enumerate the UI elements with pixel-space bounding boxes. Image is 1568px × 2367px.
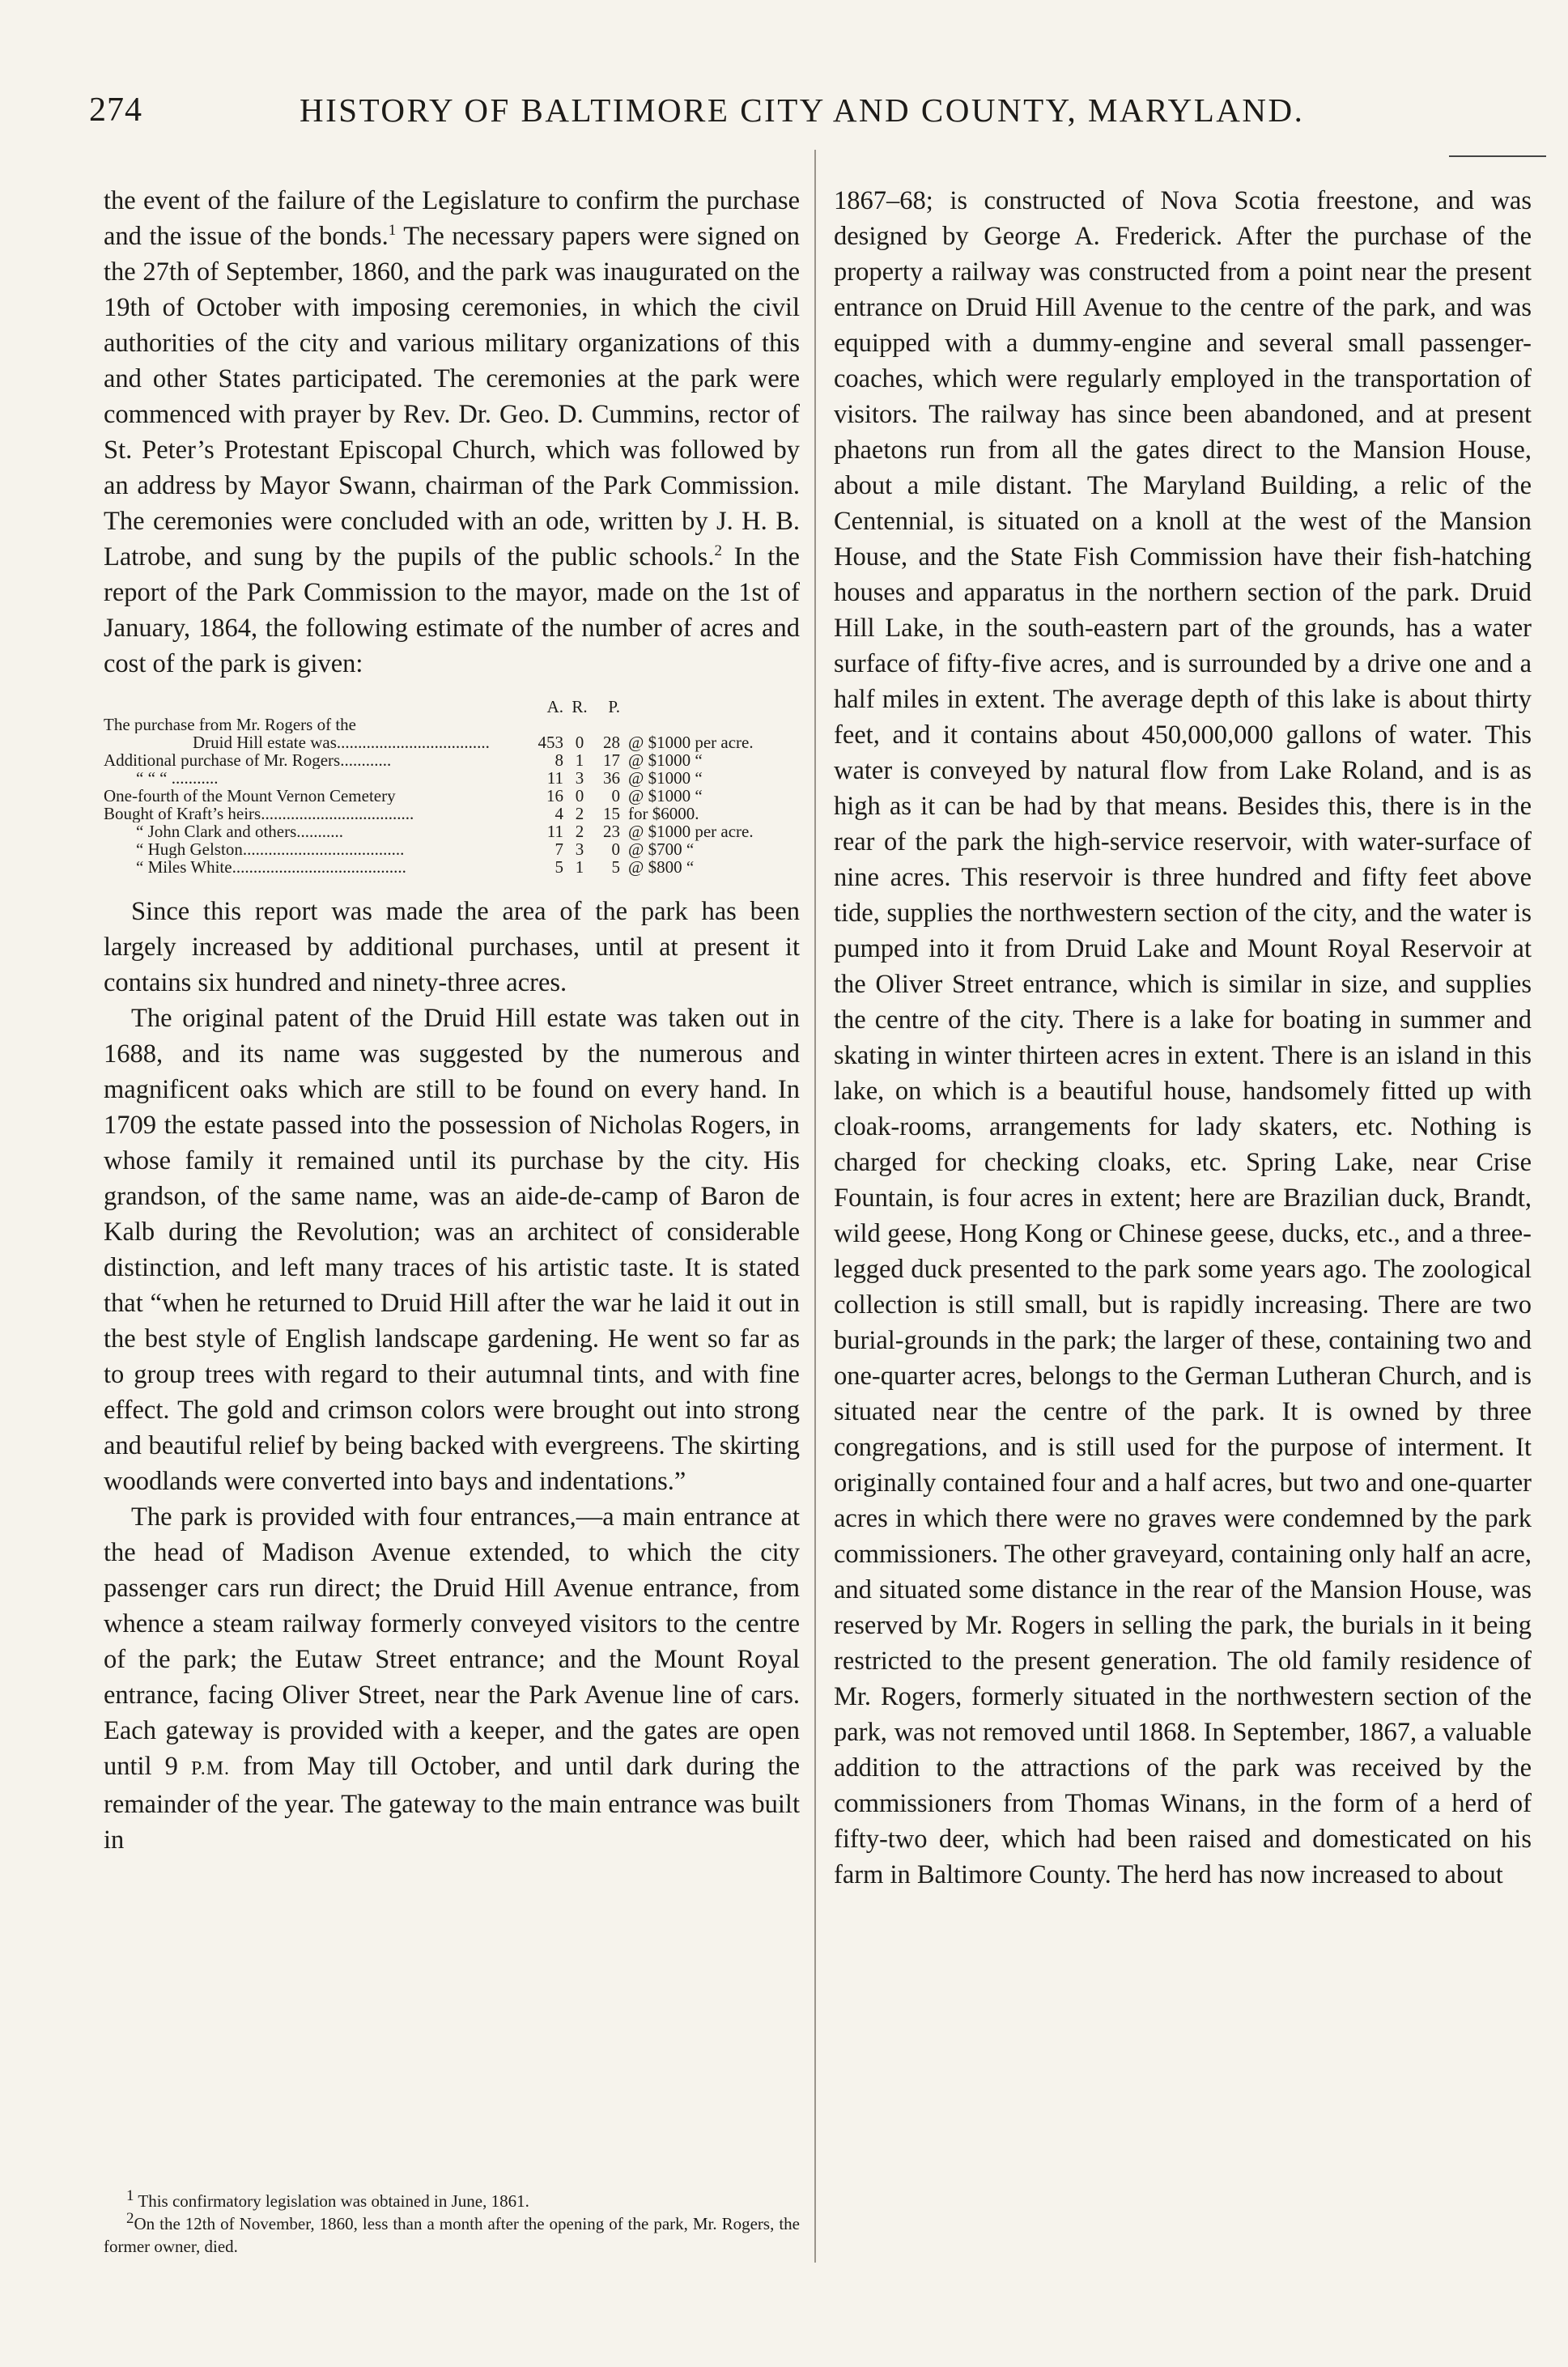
footnotes (104, 2187, 800, 2258)
table-row (104, 751, 800, 769)
paragraph-park-inauguration (104, 183, 800, 682)
table-cell-description: “ Miles White......................................... (136, 858, 406, 876)
table-row (104, 805, 800, 822)
table-cell (104, 698, 525, 716)
table-cell-acres: 11 (546, 768, 563, 788)
table-cell-roods: 2 (575, 804, 584, 823)
table-cell-description: “ “ “ ........... (136, 769, 219, 787)
table-cell-acres: 5 (555, 857, 563, 877)
footnote-1 (104, 2187, 800, 2212)
table-cell-roods: 3 (575, 768, 584, 788)
text-run: The park is provided with four entrances,—a main entrance at the head of Madison Avenue extended, to which the city passenger cars run direct; the Druid Hill Avenue entrance, from whence a steam railway formerly conveyed visitors to the centre of the park; the Eutaw Street entrance; and the Mount Royal entrance, facing Oliver Street, near the Park Avenue line of cars. Each gateway is provided with a keeper, and the gates are open until 9 (104, 1502, 800, 1781)
table-row (104, 858, 800, 876)
table-cell-rate: @ $700 “ (628, 839, 695, 859)
table-cell-description: “ Hugh Gelston...................................... (136, 840, 405, 858)
table-cell-acres: 4 (555, 804, 563, 823)
footnote-2 (104, 2212, 800, 2258)
paragraph-estate-history: The original patent of the Druid Hill estate was taken out in 1688, and its name was suggested by the numerous and magnificent oaks which are still to be found on every hand. In 1709 the estate passed into the possession of Nicholas Rogers, in whose family it remained until its purchase by the city. His grandson, of the same name, was an aide-de-camp of Baron de Kalb during the Revolution; was an architect of considerable distinction, and left many traces of his artistic taste. It is stated that “when he returned to Druid Hill after the war he laid it out in the best style of English landscape gardening. He went so far as to group trees with regard to their autumnal tints, and with fine effect. The gold and crimson colors were brought out into strong and beautiful relief by being backed with evergreens. The skirting woodlands were converted into bays and indentations.” (104, 1004, 800, 1496)
table-cell-perches: 36 (603, 768, 620, 788)
right-column (834, 183, 1532, 1893)
paragraph-park-area: Since this report was made the area of the park has been largely increased by additional purchases, until at present it contains six hundred and ninety-three acres. (104, 897, 800, 997)
left-column (104, 183, 800, 1858)
header-rule (1449, 155, 1546, 157)
table-cell-roods: 1 (575, 750, 584, 770)
acreage-estimate-table (104, 698, 800, 876)
footnote-ref-2: 2 (714, 542, 722, 560)
table-cell-roods: 1 (575, 857, 584, 877)
table-row (104, 787, 800, 805)
page-header (89, 91, 1538, 139)
table-cell-rate: @ $1000 “ (628, 750, 703, 770)
table-cell-description: The purchase from Mr. Rogers of the (104, 716, 356, 733)
table-cell-rate: for $6000. (628, 804, 699, 823)
page-number: 274 (89, 91, 142, 129)
table-header-row (104, 698, 800, 716)
table-cell-perches: 17 (603, 750, 620, 770)
table-cell-acres: 8 (555, 750, 563, 770)
text-run: from May till October, and until dark during the remainder of the year. The gateway to the main entrance was built in (104, 1752, 800, 1855)
table-cell-rate: @ $1000 per acre. (628, 733, 754, 752)
table-cell-rate: @ $1000 “ (628, 786, 703, 805)
table-cell-description: Additional purchase of Mr. Rogers............ (104, 751, 392, 769)
table-cell-perches: 15 (603, 804, 620, 823)
table-cell-perches: 28 (603, 733, 620, 752)
table-cell-roods: 3 (575, 839, 584, 859)
table-cell-acres: 7 (555, 839, 563, 859)
text-run: The necessary papers were signed on the 27th of September, 1860, and the park was inaugurated on the 19th of October with imposing ceremonies, in which the civil authorities of the city and various military organizations of this and other States participated. The ceremonies at the park were commenced with prayer by Rev. Dr. Geo. D. Cummins, rector of St. Peter’s Protestant Episcopal Church, which was followed by an address by Mayor Swann, chairman of the Park Commission. The ceremonies were concluded with an ode, written by J. H. B. Latrobe, and sung by the pupils of the public schools. (104, 222, 800, 572)
table-cell-description: “ John Clark and others........... (136, 822, 344, 840)
table-cell-description: Druid Hill estate was.................................... (193, 733, 490, 751)
table-cell-description: One-fourth of the Mount Vernon Cemetery (104, 787, 396, 805)
table-cell-perches: 0 (611, 839, 620, 859)
footnote-mark: 2 (126, 2210, 134, 2227)
column-header-acres: A. (546, 697, 563, 716)
column-divider (814, 150, 816, 2263)
table-row (104, 822, 800, 840)
table-cell-roods: 0 (575, 733, 584, 752)
footnote-text: This confirmatory legislation was obtained in June, 1861. (134, 2191, 529, 2211)
table-row (104, 733, 800, 751)
table-row (104, 716, 800, 733)
table-cell-description: Bought of Kraft’s heirs.................................... (104, 805, 414, 822)
table-cell-rate: @ $1000 “ (628, 768, 703, 788)
table-cell-roods: 2 (575, 822, 584, 841)
time-abbreviation: P.M. (191, 1758, 231, 1779)
table-cell-acres: 453 (538, 733, 563, 752)
table-cell-rate: @ $1000 per acre. (628, 822, 754, 841)
table-cell-acres: 16 (546, 786, 563, 805)
table-row (104, 840, 800, 858)
table-row (104, 769, 800, 787)
table-cell-perches: 23 (603, 822, 620, 841)
table-cell-perches: 5 (611, 857, 620, 877)
footnote-mark: 1 (126, 2187, 134, 2204)
table-cell-acres: 11 (546, 822, 563, 841)
running-title: HISTORY OF BALTIMORE CITY AND COUNTY, MARYLAND. (300, 91, 1305, 129)
table-cell-rate: @ $800 “ (628, 857, 695, 877)
table-cell-roods: 0 (575, 786, 584, 805)
text-run: In the report of the Park Commission to the mayor, made on the 1st of January, 1864, the following estimate of the number of acres and cost of the park is given: (104, 542, 800, 678)
footnote-ref-1: 1 (388, 222, 397, 240)
table-cell-perches: 0 (611, 786, 620, 805)
footnote-text: On the 12th of November, 1860, less than a month after the opening of the park, Mr. Rogers, the former owner, died. (104, 2214, 800, 2256)
column-header-roods: R. (572, 697, 588, 716)
text-run: the event of the failure of the Legislature to confirm the purchase and the issue of the bonds. (104, 186, 800, 251)
paragraph-park-features: 1867–68; is constructed of Nova Scotia freestone, and was designed by George A. Frederick. After the purchase of the property a railway was constructed from a point near the present entrance on Druid Hill Avenue to the centre of the park, and was equipped with a dummy-engine and several small passenger-coaches, which were regularly employed in the transportation of visitors. The railway has since been abandoned, and at present phaetons run from all the gates direct to the Mansion House, about a mile distant. The Maryland Building, a relic of the Centennial, is situated on a knoll at the west of the Mansion House, and the State Fish Commission have their fish-hatching houses and apparatus in the northern section of the park. Druid Hill Lake, in the south-eastern part of the grounds, has a water surface of fifty-five acres, and is surrounded by a drive one and a half miles in extent. The average depth of this lake is about thirty feet, and it contains about 450,000,000 gallons of water. This water is conveyed by natural flow from Lake Roland, and is as high as it can be had by that means. Besides this, there is in the rear of the park the high-service reservoir, with water-surface of nine acres. This reservoir is three hundred and fifty feet above tide, supplies the northwestern section of the city, and the water is pumped into it from Druid Lake and Mount Royal Reservoir at the Oliver Street entrance, which is similar in size, and supplies the centre of the city. There is a lake for boating in summer and skating in winter thirteen acres in extent. There is an island in this lake, on which is a beautiful house, handsomely fitted up with cloak-rooms, arrangements for lady skaters, etc. Nothing is charged for checking cloaks, etc. Spring Lake, near Crise Fountain, is four acres in extent; here are Brazilian duck, Brandt, wild geese, Hong Kong or Chinese geese, ducks, etc., and a three-legged duck presented to the park some years ago. The zoological collection is still small, but is rapidly increasing. There are two burial-grounds in the park; the larger of these, containing two and one-quarter acres, belongs to the German Lutheran Church, and is situated near the centre of the park. It is owned by three congregations, and is still used for the purpose of interment. It originally contained four and a half acres, but two and one-quarter acres in which there were no graves were condemned by the park commissioners. The other graveyard, containing only half an acre, and situated some distance in the rear of the Mansion House, was reserved by Mr. Rogers in selling the park, the burials in it being restricted to the present generation. The old family residence of Mr. Rogers, formerly situated in the northwestern section of the park, was not removed until 1868. In September, 1867, a valuable addition to the attractions of the park was received by the commissioners from Thomas Winans, in the form of a herd of fifty-two deer, which had been raised and domesticated on his farm in Baltimore County. The herd has now increased to about (834, 186, 1532, 1889)
paragraph-entrances (104, 1499, 800, 1858)
column-header-perches: P. (608, 697, 620, 716)
